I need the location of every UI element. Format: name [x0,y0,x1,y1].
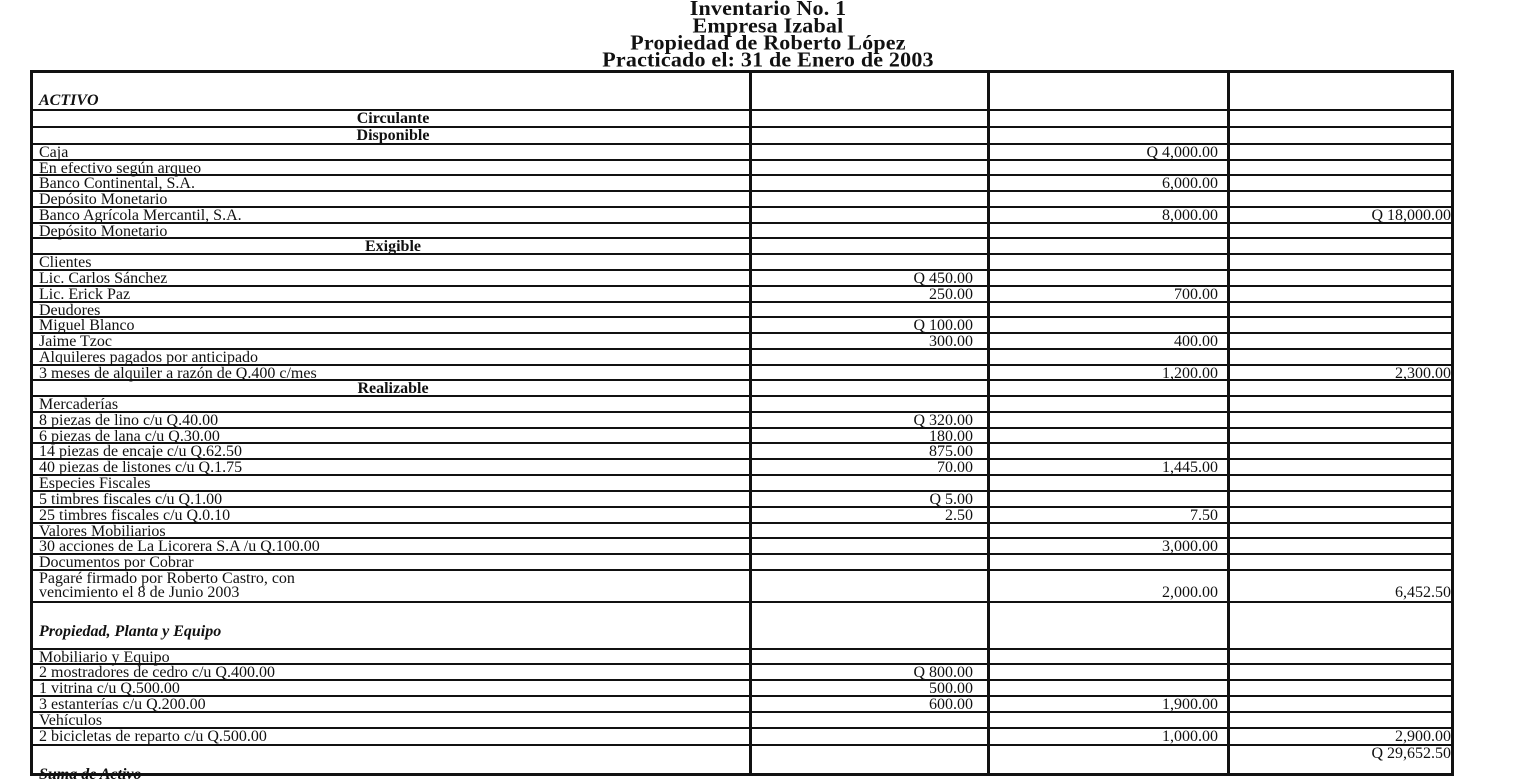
inventory-table [30,70,1454,783]
amount-c2 [993,746,1218,760]
amount-c3 [1233,620,1451,634]
row-label: Valores Mobiliarios [39,523,166,540]
amount-c3 [1233,303,1451,317]
row-label: Exigible [364,238,421,255]
amount-c2: 7.50 [1190,507,1218,524]
amount-c1: 250.00 [929,286,973,303]
row-label: Vehículos [39,712,103,729]
table-row [33,411,1451,427]
amount-c1: 180.00 [929,428,973,445]
amount-c2 [993,87,1218,101]
row-label: 2 bicicletas de reparto c/u Q.500.00 [39,728,267,745]
amount-c1 [753,729,973,743]
amount-c1 [753,161,973,175]
row-label: Depósito Monetario [39,223,168,240]
table-row [33,727,1451,743]
amount-c1 [753,571,973,585]
amount-c3 [1233,287,1451,301]
amount-c1 [753,759,973,775]
table-row [33,332,1451,348]
amount-c3: Q 29,652.50 [1371,745,1451,762]
practice-date: Practicado el: 31 de Enero de 2003 [602,47,934,72]
table-row [33,648,1451,664]
amount-c3 [1233,759,1451,775]
amount-c1: Q 5.00 [929,491,973,508]
amount-c2 [993,111,1218,125]
amount-c3 [1233,429,1451,443]
amount-c1 [753,746,973,760]
amount-c1 [753,255,973,269]
amount-c2 [993,571,1218,585]
row-label: Banco Agrícola Mercantil, S.A. [39,207,242,224]
row-label: 5 timbres fiscales c/u Q.1.00 [39,491,223,508]
table-row [33,506,1451,522]
amount-c3 [1233,128,1451,142]
amount-c2 [993,555,1218,569]
table-row [33,206,1451,222]
row-label: Alquileres pagados por anticipado [39,349,259,366]
table-row [33,663,1451,679]
amount-c1: Q 100.00 [913,317,973,334]
row-label: 3 meses de alquiler a razón de Q.400 c/mes [39,365,317,382]
amount-c2 [993,650,1218,664]
amount-c2 [993,620,1218,634]
row-label: Mercaderías [39,396,119,413]
amount-c1: 70.00 [937,459,973,476]
table-row [33,174,1451,190]
amount-c2: 1,200.00 [1162,365,1218,382]
table-row [33,711,1451,727]
row-label: 1 vitrina c/u Q.500.00 [39,680,180,697]
row-label: Circulante [356,110,430,127]
table-row [33,143,1451,159]
table-row [33,620,1451,640]
row-label: Caja [39,144,69,161]
amount-c3 [1233,492,1451,506]
amount-c3 [1233,334,1451,348]
amount-c1 [753,128,973,142]
table-row [33,474,1451,490]
document-header [0,0,1536,72]
amount-c2 [993,303,1218,317]
amount-c3 [1233,460,1451,474]
amount-c1 [753,381,973,395]
amount-c3 [1233,571,1451,585]
table-row [33,301,1451,317]
row-label: Suma de Activo [39,766,142,783]
amount-c3 [1233,713,1451,727]
amount-c2: 3,000.00 [1162,538,1218,555]
amount-c2 [993,681,1218,695]
amount-c2 [993,128,1218,142]
inventory-title: Inventario No. 1 [689,0,847,20]
amount-c2 [993,224,1218,238]
amount-c1 [753,539,973,553]
amount-c2 [993,192,1218,206]
row-label: 25 timbres fiscales c/u Q.0.10 [39,507,231,524]
table-row [33,569,1451,585]
amount-c1 [753,111,973,125]
amount-c2 [993,161,1218,175]
amount-c3: 2,300.00 [1395,365,1451,382]
amount-c1: 600.00 [929,696,973,713]
amount-c2 [993,444,1218,458]
table-row [33,744,1451,760]
owner-name: Propiedad de Roberto López [630,30,906,55]
company-name: Empresa Izabal [692,13,844,38]
amount-c3 [1233,350,1451,364]
table-row [33,126,1451,142]
amount-c3 [1233,271,1451,285]
amount-c1 [753,524,973,538]
amount-c3 [1233,161,1451,175]
table-row [33,285,1451,301]
amount-c2 [993,665,1218,679]
table-row [33,759,1451,783]
amount-c3 [1233,397,1451,411]
row-label: Disponible [356,127,430,144]
row-label: 6 piezas de lana c/u Q.30.00 [39,428,220,445]
amount-c3 [1233,192,1451,206]
row-label: ACTIVO [39,92,99,109]
amount-c1 [753,176,973,190]
amount-c1: Q 800.00 [913,664,973,681]
amount-c1: 500.00 [929,680,973,697]
amount-c2: Q 4,000.00 [1146,144,1218,161]
table-row [33,159,1451,175]
amount-c1 [753,555,973,569]
table-row [33,427,1451,443]
amount-c1: Q 450.00 [913,270,973,287]
amount-c3 [1233,508,1451,522]
table-row [33,222,1451,238]
row-label: Mobiliario y Equipo [39,649,170,666]
table-row [33,458,1451,474]
row-label: Especies Fiscales [39,475,151,492]
amount-c2: 400.00 [1174,333,1218,350]
amount-c2 [993,350,1218,364]
amount-c3 [1233,539,1451,553]
amount-c3 [1233,87,1451,101]
row-label: Documentos por Cobrar [39,554,194,571]
row-label: Lic. Carlos Sánchez [39,270,168,287]
amount-c1: 2.50 [945,507,973,524]
amount-c1 [753,208,973,222]
amount-c1 [753,192,973,206]
amount-c3 [1233,255,1451,269]
amount-c2 [993,759,1218,775]
amount-c1 [753,397,973,411]
amount-c3 [1233,681,1451,695]
row-label [39,746,747,760]
amount-c1: 300.00 [929,333,973,350]
amount-c2 [993,492,1218,506]
amount-c1 [753,224,973,238]
table-row [33,537,1451,553]
amount-c2 [993,476,1218,490]
row-label: Deudores [39,302,101,319]
row-label: En efectivo según arqueo [39,160,202,177]
table-row [33,679,1451,695]
row-label: Banco Continental, S.A. [39,175,195,192]
amount-c2 [993,271,1218,285]
amount-c3 [1233,413,1451,427]
amount-c1 [753,476,973,490]
amount-c3: 2,900.00 [1395,728,1451,745]
amount-c3: Q 18,000.00 [1371,207,1451,224]
amount-c2: 2,000.00 [1162,584,1218,601]
table-row [33,442,1451,458]
amount-c1 [753,303,973,317]
table-row [33,87,1451,109]
table-row [33,348,1451,364]
amount-c1 [753,713,973,727]
amount-c1 [753,585,973,599]
amount-c2: 1,445.00 [1162,459,1218,476]
amount-c3: 6,452.50 [1395,584,1451,601]
amount-c3 [1233,555,1451,569]
amount-c2: 6,000.00 [1162,175,1218,192]
amount-c3 [1233,381,1451,395]
amount-c2 [993,318,1218,332]
row-label: Pagaré firmado por Roberto Castro, con [39,570,295,587]
amount-c3 [1233,239,1451,253]
amount-c3 [1233,145,1451,159]
table-row [33,190,1451,206]
amount-c3 [1233,476,1451,490]
amount-c3 [1233,224,1451,238]
table-row [33,553,1451,569]
amount-c2 [993,413,1218,427]
amount-c1 [753,87,973,101]
amount-c1: Q 320.00 [913,412,973,429]
amount-c3 [1233,176,1451,190]
table-row [33,490,1451,506]
amount-c2 [993,524,1218,538]
row-label: 2 mostradores de cedro c/u Q.400.00 [39,664,275,681]
amount-c1 [753,145,973,159]
table-row [33,364,1451,380]
row-label: Clientes [39,254,92,271]
amount-c3 [1233,650,1451,664]
table-row [33,395,1451,411]
row-label: Depósito Monetario [39,191,168,208]
row-label: Miguel Blanco [39,317,135,334]
amount-c2 [993,397,1218,411]
amount-c1 [753,350,973,364]
amount-c2: 8,000.00 [1162,207,1218,224]
row-label: vencimiento el 8 de Junio 2003 [39,584,240,601]
amount-c2: 1,000.00 [1162,728,1218,745]
amount-c3 [1233,111,1451,125]
amount-c1 [753,366,973,380]
table-row [33,522,1451,538]
table-row [33,585,1451,599]
amount-c3 [1233,318,1451,332]
amount-c2 [993,429,1218,443]
table-row [33,269,1451,285]
amount-c1 [753,620,973,634]
amount-c2 [993,381,1218,395]
amount-c2: 1,900.00 [1162,696,1218,713]
table-row [33,253,1451,269]
row-label: 8 piezas de lino c/u Q.40.00 [39,412,219,429]
row-label: 14 piezas de encaje c/u Q.62.50 [39,443,243,460]
row-label: Lic. Erick Paz [39,286,131,303]
amount-c3 [1233,444,1451,458]
row-label: Propiedad, Planta y Equipo [39,623,222,640]
table-row [33,695,1451,711]
amount-c3 [1233,524,1451,538]
amount-c2 [993,713,1218,727]
amount-c1 [753,239,973,253]
row-label: 40 piezas de listones c/u Q.1.75 [39,459,243,476]
row-label: 30 acciones de La Licorera S.A /u Q.100.00 [39,538,320,555]
amount-c2 [993,255,1218,269]
table-row [33,379,1451,395]
row-label: 3 estanterías c/u Q.200.00 [39,696,206,713]
amount-c1 [753,650,973,664]
row-label: Realizable [357,380,429,397]
row-label: Jaime Tzoc [39,333,113,350]
table-row [33,316,1451,332]
amount-c3 [1233,697,1451,711]
amount-c3 [1233,665,1451,679]
amount-c1: 875.00 [929,443,973,460]
amount-c2 [993,239,1218,253]
table-row [33,109,1451,125]
amount-c2: 700.00 [1174,286,1218,303]
table-row [33,237,1451,253]
